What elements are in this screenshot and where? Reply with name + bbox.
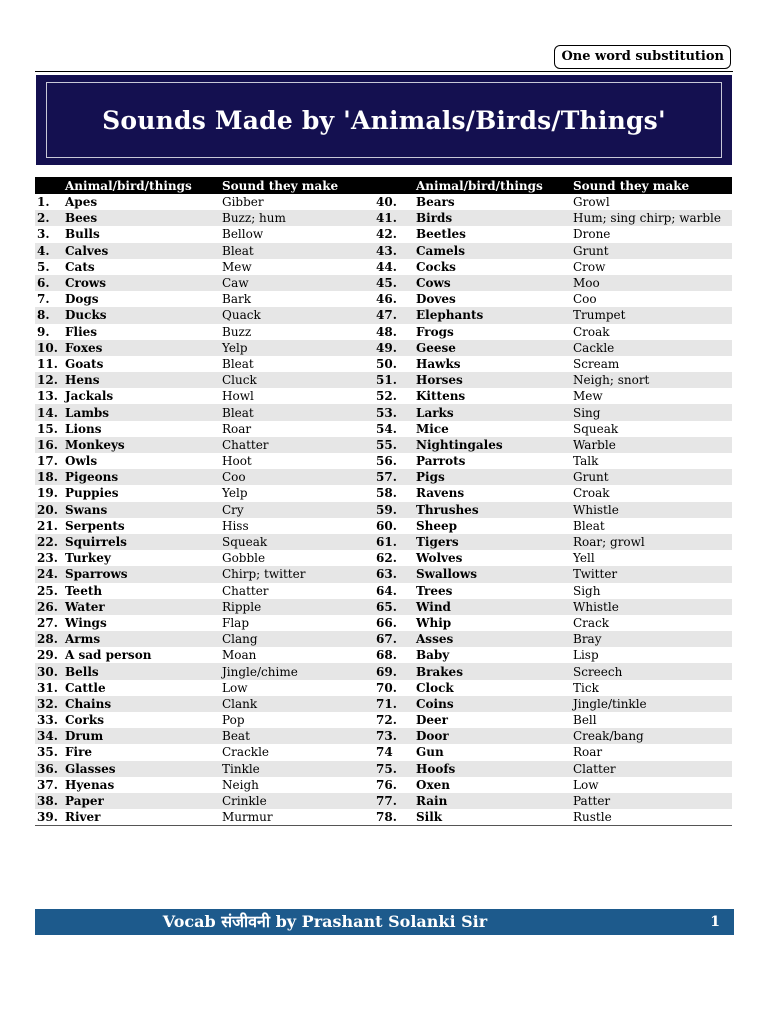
right-sound-name: Warble — [571, 437, 732, 453]
table-row — [35, 307, 732, 323]
left-sound-name: Crinkle — [220, 793, 374, 809]
right-item-number: 76. — [376, 777, 397, 792]
right-item-number: 65. — [374, 599, 414, 615]
right-sound-name: Coo — [573, 292, 597, 307]
header-num-right — [374, 177, 414, 194]
table-row — [35, 243, 732, 259]
table-row — [35, 728, 732, 744]
right-item-number: 62. — [376, 551, 397, 566]
left-item-number: 7. — [37, 292, 50, 307]
left-subject-name: Owls — [65, 454, 98, 469]
left-sound-name: Moan — [222, 648, 257, 663]
left-subject-name: Flies — [65, 324, 98, 339]
right-subject-name: Nightingales — [414, 437, 571, 453]
right-item-number: 58. — [376, 486, 397, 501]
table-row — [35, 550, 732, 566]
right-item-number: 50. — [376, 356, 397, 371]
left-sound-name: Murmur — [220, 809, 374, 826]
right-item-number: 49. — [374, 340, 414, 356]
left-sound-name: Buzz; hum — [220, 210, 374, 226]
left-item-number: 37. — [37, 777, 58, 792]
left-subject-name: Foxes — [63, 340, 220, 356]
right-subject-name: Kittens — [416, 389, 466, 404]
table-row — [35, 226, 732, 242]
left-sound-name: Low — [222, 680, 248, 695]
right-item-number: 45. — [374, 275, 414, 291]
left-subject-name: Bees — [63, 210, 220, 226]
left-subject-name: Hyenas — [65, 777, 115, 792]
right-subject-name: Baby — [416, 648, 450, 663]
table-row — [35, 534, 732, 550]
right-subject-name: Mice — [416, 421, 449, 436]
right-item-number: 73. — [374, 728, 414, 744]
table-row — [35, 340, 732, 356]
table-row — [35, 485, 732, 501]
right-item-number: 74 — [376, 745, 393, 760]
left-subject-name: Bulls — [65, 227, 100, 242]
left-item-number: 20. — [35, 502, 63, 518]
left-subject-name: Squirrels — [63, 534, 220, 550]
right-item-number: 52. — [376, 389, 397, 404]
left-subject-name: Water — [63, 599, 220, 615]
left-subject-name: Cats — [65, 259, 95, 274]
left-subject-name: Teeth — [65, 583, 103, 598]
right-item-number: 54. — [376, 421, 397, 436]
right-subject-name: Doves — [416, 292, 456, 307]
right-item-number: 47. — [374, 307, 414, 323]
right-sound-name: Talk — [573, 454, 599, 469]
right-subject-name: Bears — [416, 195, 455, 210]
right-subject-name: Oxen — [416, 777, 450, 792]
left-sound-name: Cluck — [220, 372, 374, 388]
table-row — [35, 712, 732, 728]
right-subject-name: Cows — [414, 275, 571, 291]
right-subject-name: Ravens — [416, 486, 465, 501]
left-subject-name: Drum — [63, 728, 220, 744]
left-sound-name: Coo — [220, 469, 374, 485]
left-item-number: 27. — [37, 615, 58, 630]
right-sound-name: Scream — [573, 356, 620, 371]
right-sound-name: Bleat — [573, 518, 605, 533]
right-sound-name: Grunt — [571, 469, 732, 485]
table-row — [35, 502, 732, 518]
left-item-number: 10. — [35, 340, 63, 356]
left-item-number: 3. — [37, 227, 50, 242]
right-sound-name: Creak/bang — [571, 728, 732, 744]
table-row — [35, 469, 732, 485]
left-sound-name: Gobble — [222, 551, 266, 566]
right-subject-name: Thrushes — [414, 502, 571, 518]
left-item-number: 25. — [37, 583, 58, 598]
table-row — [35, 793, 732, 809]
table-row — [35, 437, 732, 453]
table-row — [35, 210, 732, 226]
left-sound-name: Bark — [222, 292, 251, 307]
left-item-number: 30. — [35, 663, 63, 679]
left-item-number: 32. — [35, 696, 63, 712]
right-sound-name: Grunt — [571, 243, 732, 259]
right-sound-name: Bray — [571, 631, 732, 647]
right-subject-name: Wolves — [416, 551, 463, 566]
title-banner — [36, 75, 732, 165]
page-number: 1 — [710, 914, 720, 930]
right-item-number: 75. — [374, 761, 414, 777]
right-sound-name: Cackle — [571, 340, 732, 356]
right-sound-name: Sigh — [573, 583, 601, 598]
left-subject-name: Corks — [65, 713, 104, 728]
right-item-number: 72. — [376, 713, 397, 728]
right-item-number: 68. — [376, 648, 397, 663]
right-sound-name: Jingle/tinkle — [571, 696, 732, 712]
left-item-number: 14. — [35, 404, 63, 420]
right-sound-name: Lisp — [573, 648, 599, 663]
table-row — [35, 631, 732, 647]
right-subject-name: Door — [414, 728, 571, 744]
table-row — [35, 372, 732, 388]
right-item-number: 78. — [374, 809, 414, 826]
right-item-number: 55. — [374, 437, 414, 453]
left-subject-name: Jackals — [65, 389, 114, 404]
table-row — [35, 453, 732, 469]
table-body — [35, 194, 732, 826]
left-subject-name: Pigeons — [63, 469, 220, 485]
right-subject-name: Silk — [414, 809, 571, 826]
right-item-number: 57. — [374, 469, 414, 485]
table-row — [35, 663, 732, 679]
left-sound-name: Hiss — [222, 518, 249, 533]
right-item-number: 46. — [376, 292, 397, 307]
left-subject-name: Chains — [63, 696, 220, 712]
left-item-number: 4. — [35, 243, 63, 259]
right-item-number: 56. — [376, 454, 397, 469]
right-item-number: 40. — [376, 195, 397, 210]
left-sound-name: Bleat — [220, 404, 374, 420]
right-subject-name: Camels — [414, 243, 571, 259]
table-row — [35, 356, 732, 372]
right-sound-name: Yell — [573, 551, 595, 566]
left-item-number: 38. — [35, 793, 63, 809]
table-row — [35, 259, 732, 275]
right-item-number: 69. — [374, 663, 414, 679]
right-sound-name: Squeak — [573, 421, 619, 436]
left-subject-name: Turkey — [65, 551, 111, 566]
left-subject-name: Crows — [63, 275, 220, 291]
right-item-number: 77. — [374, 793, 414, 809]
right-sound-name: Low — [573, 777, 599, 792]
right-item-number: 51. — [374, 372, 414, 388]
right-sound-name: Whistle — [571, 502, 732, 518]
left-sound-name: Chirp; twitter — [220, 566, 374, 582]
right-item-number: 53. — [374, 404, 414, 420]
left-item-number: 17. — [37, 454, 58, 469]
left-item-number: 11. — [37, 356, 58, 371]
right-subject-name: Whip — [416, 615, 452, 630]
right-sound-name: Clatter — [571, 761, 732, 777]
left-item-number: 36. — [35, 761, 63, 777]
footer-credit: Vocab संजीवनी by Prashant Solanki Sir — [162, 912, 488, 931]
right-item-number: 67. — [374, 631, 414, 647]
right-item-number: 44. — [376, 259, 397, 274]
left-sound-name: Gibber — [222, 195, 264, 210]
left-sound-name: Bellow — [222, 227, 264, 242]
right-item-number: 43. — [374, 243, 414, 259]
left-subject-name: Cattle — [65, 680, 106, 695]
left-item-number: 35. — [37, 745, 58, 760]
right-sound-name: Patter — [571, 793, 732, 809]
table-header-row — [35, 177, 732, 194]
right-subject-name: Coins — [414, 696, 571, 712]
right-subject-name: Cocks — [416, 259, 456, 274]
right-subject-name: Swallows — [414, 566, 571, 582]
left-item-number: 33. — [37, 713, 58, 728]
left-subject-name: Monkeys — [63, 437, 220, 453]
left-item-number: 9. — [37, 324, 50, 339]
right-sound-name: Drone — [573, 227, 611, 242]
left-sound-name: Jingle/chime — [220, 663, 374, 679]
right-sound-name: Mew — [573, 389, 603, 404]
right-sound-name: Screech — [571, 663, 732, 679]
header-subject-left: Animal/bird/things — [63, 177, 220, 194]
left-sound-name: Pop — [222, 713, 245, 728]
left-item-number: 39. — [35, 809, 63, 826]
left-sound-name: Chatter — [222, 583, 269, 598]
left-subject-name: Paper — [63, 793, 220, 809]
left-item-number: 6. — [35, 275, 63, 291]
right-subject-name: Tigers — [414, 534, 571, 550]
right-sound-name: Whistle — [571, 599, 732, 615]
right-sound-name: Tick — [573, 680, 599, 695]
left-sound-name: Neigh — [222, 777, 259, 792]
left-subject-name: Glasses — [63, 761, 220, 777]
right-item-number: 42. — [376, 227, 397, 242]
left-item-number: 18. — [35, 469, 63, 485]
left-subject-name: Lambs — [63, 404, 220, 420]
category-tag: One word substitution — [554, 45, 731, 69]
left-item-number: 12. — [35, 372, 63, 388]
left-sound-name: Clank — [220, 696, 374, 712]
right-sound-name: Neigh; snort — [571, 372, 732, 388]
right-sound-name: Bell — [573, 713, 597, 728]
table-row — [35, 696, 732, 712]
right-item-number: 41. — [374, 210, 414, 226]
left-item-number: 5. — [37, 259, 50, 274]
right-subject-name: Birds — [414, 210, 571, 226]
table-row — [35, 761, 732, 777]
left-item-number: 21. — [37, 518, 58, 533]
table-row — [35, 599, 732, 615]
right-sound-name: Croak — [573, 486, 610, 501]
right-subject-name: Frogs — [416, 324, 454, 339]
right-sound-name: Rustle — [571, 809, 732, 826]
left-sound-name: Howl — [222, 389, 254, 404]
right-subject-name: Wind — [414, 599, 571, 615]
header-sound-right: Sound they make — [571, 177, 732, 194]
left-subject-name: Sparrows — [63, 566, 220, 582]
left-sound-name: Flap — [222, 615, 249, 630]
right-sound-name: Trumpet — [571, 307, 732, 323]
right-item-number: 64. — [376, 583, 397, 598]
left-item-number: 15. — [37, 421, 58, 436]
left-sound-name: Bleat — [222, 356, 254, 371]
left-sound-name: Bleat — [220, 243, 374, 259]
left-subject-name: River — [63, 809, 220, 826]
left-sound-name: Yelp — [222, 486, 248, 501]
right-sound-name: Twitter — [571, 566, 732, 582]
left-sound-name: Tinkle — [220, 761, 374, 777]
left-sound-name: Cry — [220, 502, 374, 518]
right-subject-name: Rain — [414, 793, 571, 809]
left-subject-name: Puppies — [65, 486, 119, 501]
right-item-number: 70. — [376, 680, 397, 695]
left-item-number: 22. — [35, 534, 63, 550]
left-item-number: 19. — [37, 486, 58, 501]
header-subject-right: Animal/bird/things — [414, 177, 571, 194]
right-sound-name: Moo — [571, 275, 732, 291]
left-subject-name: A sad person — [65, 648, 152, 663]
left-subject-name: Ducks — [63, 307, 220, 323]
table-row — [35, 615, 732, 631]
left-subject-name: Lions — [65, 421, 102, 436]
left-subject-name: Hens — [63, 372, 220, 388]
left-item-number: 16. — [35, 437, 63, 453]
left-sound-name: Squeak — [220, 534, 374, 550]
table-row — [35, 809, 732, 826]
header-sound-left: Sound they make — [220, 177, 374, 194]
left-item-number: 23. — [37, 551, 58, 566]
left-item-number: 28. — [35, 631, 63, 647]
right-sound-name: Roar — [573, 745, 603, 760]
left-item-number: 29. — [37, 648, 58, 663]
right-subject-name: Sheep — [416, 518, 458, 533]
left-item-number: 2. — [35, 210, 63, 226]
left-subject-name: Arms — [63, 631, 220, 647]
sounds-table — [35, 177, 732, 826]
left-sound-name: Beat — [220, 728, 374, 744]
left-sound-name: Hoot — [222, 454, 252, 469]
header-num-left — [35, 177, 63, 194]
left-item-number: 8. — [35, 307, 63, 323]
right-subject-name: Larks — [414, 404, 571, 420]
table-row — [35, 275, 732, 291]
right-item-number: 59. — [374, 502, 414, 518]
table-row — [35, 566, 732, 582]
right-subject-name: Parrots — [416, 454, 466, 469]
right-subject-name: Asses — [414, 631, 571, 647]
right-subject-name: Hawks — [416, 356, 461, 371]
left-item-number: 13. — [37, 389, 58, 404]
right-item-number: 48. — [376, 324, 397, 339]
left-sound-name: Yelp — [220, 340, 374, 356]
left-subject-name: Serpents — [65, 518, 125, 533]
footer-bar — [35, 909, 734, 935]
left-item-number: 34. — [35, 728, 63, 744]
table-row — [35, 324, 732, 340]
table-row — [35, 680, 732, 696]
table-row — [35, 194, 732, 210]
table-row — [35, 388, 732, 404]
left-sound-name: Clang — [220, 631, 374, 647]
right-subject-name: Hoofs — [414, 761, 571, 777]
right-subject-name: Horses — [414, 372, 571, 388]
left-item-number: 31. — [37, 680, 58, 695]
right-subject-name: Brakes — [414, 663, 571, 679]
table-row — [35, 421, 732, 437]
left-sound-name: Quack — [220, 307, 374, 323]
right-sound-name: Croak — [573, 324, 610, 339]
left-item-number: 24. — [35, 566, 63, 582]
left-sound-name: Chatter — [220, 437, 374, 453]
right-subject-name: Deer — [416, 713, 448, 728]
left-item-number: 1. — [37, 195, 50, 210]
left-sound-name: Mew — [222, 259, 252, 274]
page-title: Sounds Made by 'Animals/Birds/Things' — [102, 105, 666, 135]
header-rule — [35, 71, 733, 72]
right-sound-name: Sing — [571, 404, 732, 420]
right-item-number: 71. — [374, 696, 414, 712]
left-subject-name: Apes — [65, 195, 98, 210]
right-subject-name: Gun — [416, 745, 444, 760]
right-item-number: 66. — [376, 615, 397, 630]
right-subject-name: Clock — [416, 680, 454, 695]
left-sound-name: Caw — [220, 275, 374, 291]
right-sound-name: Roar; growl — [571, 534, 732, 550]
right-item-number: 60. — [376, 518, 397, 533]
left-subject-name: Calves — [63, 243, 220, 259]
right-sound-name: Growl — [573, 195, 610, 210]
right-subject-name: Beetles — [416, 227, 466, 242]
left-subject-name: Bells — [63, 663, 220, 679]
table-row — [35, 404, 732, 420]
table-row — [35, 647, 732, 663]
table-row — [35, 777, 732, 793]
left-subject-name: Fire — [65, 745, 93, 760]
table-row — [35, 744, 732, 760]
table-row — [35, 583, 732, 599]
left-subject-name: Dogs — [65, 292, 99, 307]
right-subject-name: Pigs — [414, 469, 571, 485]
right-item-number: 61. — [374, 534, 414, 550]
left-item-number: 26. — [35, 599, 63, 615]
left-subject-name: Wings — [65, 615, 107, 630]
right-item-number: 63. — [374, 566, 414, 582]
left-sound-name: Crackle — [222, 745, 270, 760]
right-subject-name: Elephants — [414, 307, 571, 323]
table-row — [35, 291, 732, 307]
left-subject-name: Swans — [63, 502, 220, 518]
title-banner-frame — [46, 82, 722, 158]
left-sound-name: Buzz — [222, 324, 252, 339]
left-sound-name: Roar — [222, 421, 252, 436]
left-subject-name: Goats — [65, 356, 104, 371]
right-sound-name: Crack — [573, 615, 610, 630]
right-subject-name: Geese — [414, 340, 571, 356]
table-row — [35, 518, 732, 534]
right-subject-name: Trees — [416, 583, 453, 598]
left-sound-name: Ripple — [220, 599, 374, 615]
right-sound-name: Hum; sing chirp; warble — [571, 210, 732, 226]
right-sound-name: Crow — [573, 259, 606, 274]
